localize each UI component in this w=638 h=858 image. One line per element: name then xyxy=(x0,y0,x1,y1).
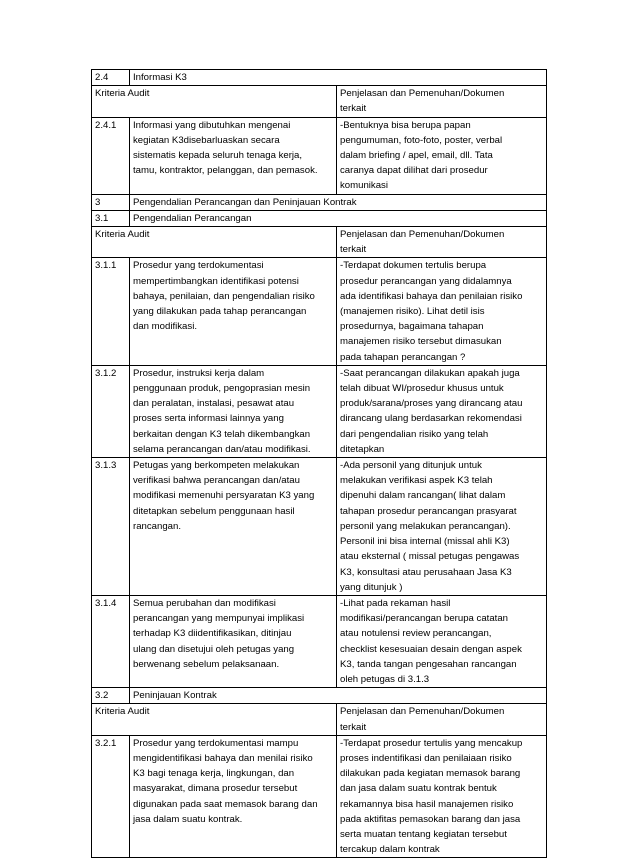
item-number: 2.4.1 xyxy=(92,117,130,194)
item-criteria: Prosedur yang terdokumentasi mempertimbangkan identifikasi potensi bahaya, penilaian, dan pengendalian risiko yang dilakukan pada tahap perancangan dan modifikasi. xyxy=(130,258,337,365)
item-number: 3.1.1 xyxy=(92,258,130,365)
section-number: 2.4 xyxy=(92,70,130,86)
header-criteria: Kriteria Audit xyxy=(92,86,337,117)
item-number: 3.1.2 xyxy=(92,365,130,457)
section-number: 3.1 xyxy=(92,210,130,226)
section-number: 3 xyxy=(92,194,130,210)
header-row xyxy=(92,704,547,735)
audit-table-body xyxy=(92,70,547,858)
section-title: Pengendalian Perancangan xyxy=(130,210,547,226)
criteria-row xyxy=(92,735,547,858)
header-explanation: Penjelasan dan Pemenuhan/Dokumen terkait xyxy=(337,227,547,258)
audit-criteria-table xyxy=(91,69,547,858)
section-title: Peninjauan Kontrak xyxy=(130,688,547,704)
section-row xyxy=(92,70,547,86)
header-row xyxy=(92,227,547,258)
item-explanation: -Saat perancangan dilakukan apakah juga telah dibuat WI/prosedur khusus untuk produk/sarana/proses yang dirancang atau dirancang ulang berdasarkan rekomendasi dari pengendalian risiko yang telah ditetapkan xyxy=(337,365,547,457)
header-criteria: Kriteria Audit xyxy=(92,704,337,735)
item-number: 3.1.4 xyxy=(92,595,130,687)
item-explanation: -Ada personil yang ditunjuk untuk melakukan verifikasi aspek K3 telah dipenuhi dalam rancangan( lihat dalam tahapan prosedur perancangan prasyarat personil yang melakukan perancangan). Personil ini bisa internal (missal ahli K3) atau eksternal ( missal petugas pengawas K3, konsultasi atau perusahaan Jasa K3 yang ditunjuk ) xyxy=(337,458,547,596)
header-row xyxy=(92,86,547,117)
item-explanation: -Terdapat dokumen tertulis berupa prosedur perancangan yang didalamnya ada identifikasi bahaya dan penilaian risiko (manajemen risiko). Lihat detil isis prosedurnya, bagaimana tahapan manajemen risiko tersebut dimasukan pada tahapan perancangan ? xyxy=(337,258,547,365)
item-number: 3.2.1 xyxy=(92,735,130,858)
header-explanation: Penjelasan dan Pemenuhan/Dokumen terkait xyxy=(337,86,547,117)
criteria-row xyxy=(92,258,547,365)
header-criteria: Kriteria Audit xyxy=(92,227,337,258)
item-explanation: -Lihat pada rekaman hasil modifikasi/perancangan berupa catatan atau notulensi review perancangan, checklist kesesuaian desain dengan aspek K3, tanda tangan pengesahan rancangan oleh petugas di 3.1.3 xyxy=(337,595,547,687)
section-number: 3.2 xyxy=(92,688,130,704)
section-row xyxy=(92,688,547,704)
section-title: Informasi K3 xyxy=(130,70,547,86)
criteria-row xyxy=(92,365,547,457)
criteria-row xyxy=(92,595,547,687)
section-title: Pengendalian Perancangan dan Peninjauan Kontrak xyxy=(130,194,547,210)
item-criteria: Prosedur yang terdokumentasi mampu mengidentifikasi bahaya dan menilai risiko K3 bagi tenaga kerja, lingkungan, dan masyarakat, dimana prosedur tersebut digunakan pada saat memasok barang dan jasa dalam suatu kontrak. xyxy=(130,735,337,858)
item-explanation: -Terdapat prosedur tertulis yang mencakup proses indentifikasi dan penilaiaan risiko dilakukan pada kegiatan memasok barang dan jasa dalam suatu kontrak bentuk rekamannya bisa hasil manajemen risiko pada aktifitas pemasokan barang dan jasa serta muatan tentang kegiatan tersebut tercakup dalam kontrak xyxy=(337,735,547,858)
criteria-row xyxy=(92,458,547,596)
section-row xyxy=(92,194,547,210)
item-criteria: Petugas yang berkompeten melakukan verifikasi bahwa perancangan dan/atau modifikasi memenuhi persyaratan K3 yang ditetapkan sebelum penggunaan hasil rancangan. xyxy=(130,458,337,596)
item-explanation: -Bentuknya bisa berupa papan pengumuman, foto-foto, poster, verbal dalam briefing / apel, email, dll. Tata caranya dapat dilihat dari prosedur komunikasi xyxy=(337,117,547,194)
item-criteria: Prosedur, instruksi kerja dalam penggunaan produk, pengoprasian mesin dan peralatan, instalasi, pesawat atau proses serta informasi lainnya yang berkaitan dengan K3 telah dikembangkan selama perancangan dan/atau modifikasi. xyxy=(130,365,337,457)
header-explanation: Penjelasan dan Pemenuhan/Dokumen terkait xyxy=(337,704,547,735)
criteria-row xyxy=(92,117,547,194)
item-criteria: Semua perubahan dan modifikasi perancangan yang mempunyai implikasi terhadap K3 diidentifikasikan, ditinjau ulang dan disetujui oleh petugas yang berwenang sebelum pelaksanaan. xyxy=(130,595,337,687)
item-criteria: Informasi yang dibutuhkan mengenai kegiatan K3disebarluaskan secara sistematis kepada seluruh tenaga kerja, tamu, kontraktor, pelanggan, dan pemasok. xyxy=(130,117,337,194)
section-row xyxy=(92,210,547,226)
item-number: 3.1.3 xyxy=(92,458,130,596)
